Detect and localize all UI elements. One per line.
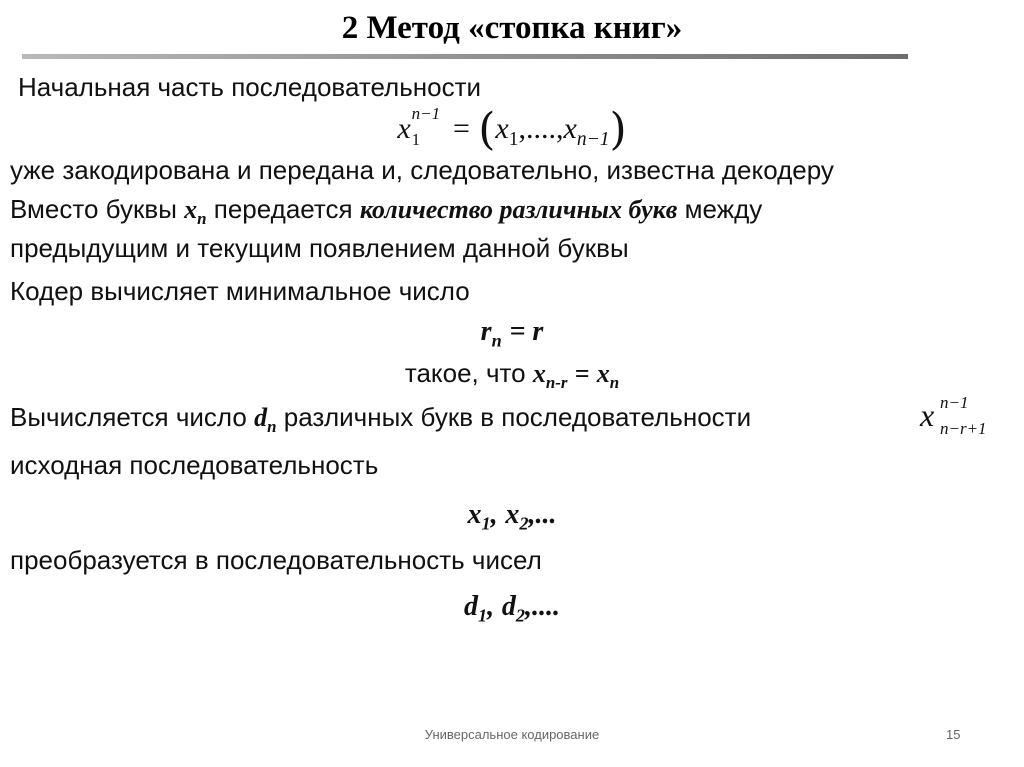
formula-dots: ,...., (518, 112, 564, 145)
title-divider (22, 54, 908, 59)
slide-title: 2 Метод «стопка книг» (341, 10, 683, 46)
seq-d-sep: , (487, 591, 495, 622)
eq-rn: $r_n$ (480, 316, 502, 351)
seq-d-tail: ,.... (524, 591, 560, 622)
formula-close-paren: ) (609, 104, 627, 155)
text-prev: предыдущим и текущим появлением данной буквы (10, 233, 629, 263)
sequence-d (0, 590, 1024, 627)
formula-xn-sub: n−1 (576, 129, 610, 150)
eq-x-n: $x_n$ (596, 359, 620, 393)
seq-x1: $x_1$ (467, 499, 491, 534)
text-computed-a: Вычисляется число (10, 402, 247, 432)
text-such-that: такое, что (404, 358, 526, 388)
text-instead-a: Вместо буквы (10, 194, 177, 224)
text-instead-c: между (684, 194, 763, 224)
text-transformed: преобразуется в последовательность чисел (10, 545, 542, 575)
equation-rn (0, 315, 1024, 352)
subseq-sub: n−r+1 (940, 419, 987, 438)
formula-equals: = (452, 112, 470, 145)
formula-sup: n−1 (411, 104, 441, 124)
formula-prefix (0, 104, 1024, 155)
text-initial-part: Начальная часть последовательности (18, 72, 482, 102)
formula-indices (411, 104, 445, 150)
formula-x1-sub: 1 (508, 129, 519, 150)
formula-open-paren: ( (478, 104, 496, 155)
formula-x: x (397, 112, 411, 145)
text-coder: Кодер вычисляет минимальное число (10, 276, 470, 306)
seq-sep: , (490, 499, 498, 530)
seq-x2: $x_2$ (505, 499, 529, 534)
text-encoded: уже закодирована и передана и, следовательно, известна декодеру (10, 155, 834, 185)
eq-rn-rhs: = r (509, 316, 544, 347)
formula-x1: x (495, 112, 509, 145)
footer-title: Универсальное кодирование (424, 727, 600, 742)
seq-d2: $d_2$ (501, 591, 525, 626)
formula-xn: x (563, 112, 577, 145)
equation-such-that (0, 358, 1024, 393)
subseq-sup: n−1 (940, 393, 969, 412)
var-dn: $d_n$ (254, 403, 277, 437)
text-instead (10, 194, 762, 229)
text-instead-b: передается (213, 194, 353, 224)
seq-tail: ,... (528, 499, 557, 530)
page-number: 15 (946, 727, 961, 742)
formula-sub: 1 (411, 130, 421, 150)
text-source: исходная последовательность (10, 450, 379, 480)
eq-equals: = (574, 359, 590, 388)
subseq-x: x (920, 397, 935, 433)
text-computed (10, 402, 751, 437)
text-computed-b: различных букв в последовательности (283, 402, 752, 432)
sequence-x (0, 498, 1024, 535)
seq-d1: $d_1$ (464, 591, 488, 626)
text-emphasis: количество различных букв (359, 195, 678, 224)
var-xn: $x_n$ (184, 195, 207, 229)
eq-x-nr: $x_{n-r}$ (532, 359, 568, 393)
formula-subsequence (920, 393, 1016, 459)
